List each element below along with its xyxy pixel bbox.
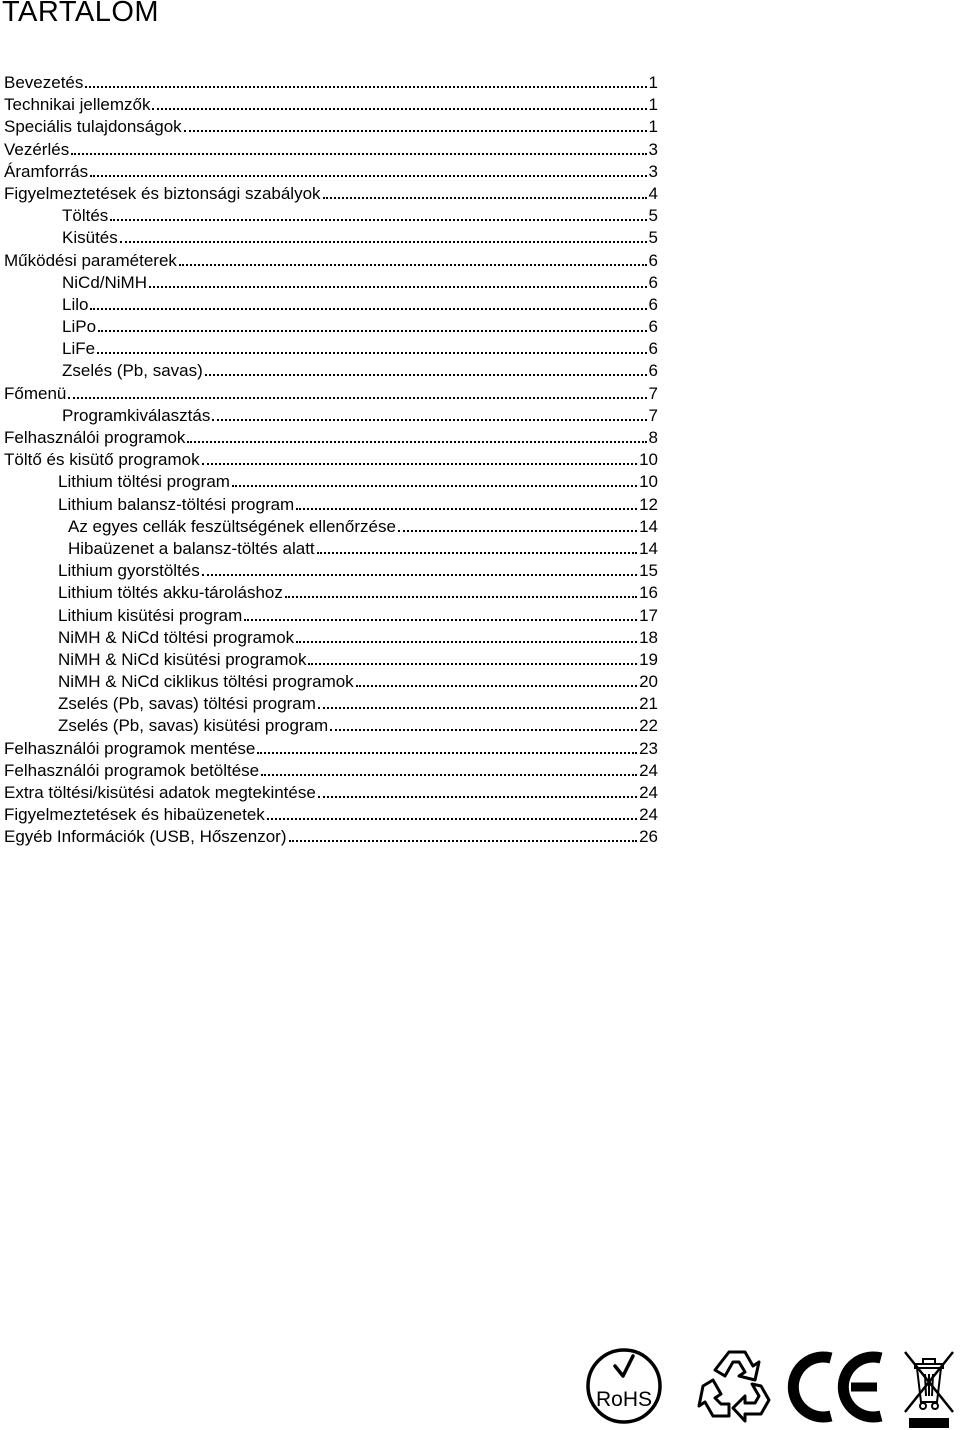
toc-entry[interactable]	[4, 338, 658, 360]
toc-entry-page: 14	[639, 516, 658, 536]
dot-leader	[152, 108, 646, 110]
toc-entry-label: Felhasználói programok	[4, 428, 186, 447]
toc-entry[interactable]	[4, 782, 658, 804]
toc-entry[interactable]	[4, 605, 658, 627]
rohs-icon	[585, 1346, 663, 1426]
toc-entry-label: Programkiválasztás	[62, 405, 211, 425]
toc-entry-label: Kisütés	[62, 228, 118, 248]
toc-entry-page: 3	[648, 139, 658, 159]
toc-entry-label: NiMH & NiCd ciklikus töltési programok	[58, 672, 354, 692]
toc-entry-label: Figyelmeztetések és hibaüzenetek	[4, 805, 265, 825]
toc-entry[interactable]	[4, 205, 658, 227]
toc-entry[interactable]	[4, 693, 658, 715]
dot-leader	[289, 840, 638, 842]
toc-entry[interactable]	[4, 427, 658, 449]
toc-entry-label: Hibaüzenet a balansz-töltés alatt	[68, 538, 315, 558]
toc-entry-label: Technikai jellemzők	[4, 95, 151, 115]
toc-entry-label: NiMH & NiCd töltési programok	[58, 627, 295, 647]
toc-entry-label: Működési paraméterek	[4, 250, 177, 270]
dot-leader	[68, 397, 646, 399]
toc-entry[interactable]	[4, 760, 658, 782]
toc-entry[interactable]	[4, 538, 658, 560]
dot-leader	[205, 374, 647, 376]
toc-entry-page: 21	[639, 694, 658, 714]
toc-entry[interactable]	[4, 516, 658, 538]
dot-leader	[90, 308, 646, 310]
dot-leader	[202, 574, 637, 576]
toc-entry-label: Vezérlés	[4, 139, 70, 159]
toc-entry[interactable]	[4, 294, 658, 316]
toc-entry-page: 22	[639, 716, 658, 736]
toc-entry-label: Áramforrás	[4, 161, 89, 181]
dot-leader	[285, 596, 637, 598]
toc-entry[interactable]	[4, 715, 658, 737]
toc-entry-page: 3	[648, 161, 658, 181]
toc-entry-label: Zselés (Pb, savas) kisütési program	[58, 716, 329, 736]
toc-entry-label: Egyéb Információk (USB, Hőszenzor)	[4, 827, 287, 847]
toc-entry[interactable]	[4, 738, 658, 760]
toc-entry-page: 8	[648, 428, 658, 447]
toc-entry[interactable]	[4, 183, 658, 205]
toc-entry-page: 26	[639, 827, 658, 847]
toc-entry-label: Főmenü	[4, 383, 67, 403]
toc-entry[interactable]	[4, 471, 658, 493]
dot-leader	[308, 663, 637, 665]
toc-entry-label: Lilo	[62, 294, 89, 314]
toc-entry[interactable]	[4, 272, 658, 294]
toc-entry[interactable]	[4, 826, 658, 848]
table-of-contents	[4, 72, 658, 849]
dot-leader	[330, 729, 637, 731]
dot-leader	[90, 175, 646, 177]
toc-entry-page: 7	[648, 405, 658, 425]
toc-entry-page: 24	[639, 760, 658, 780]
toc-entry-label: Az egyes cellák feszültségének ellenőrzése	[68, 516, 396, 536]
dot-leader	[85, 86, 646, 88]
toc-entry-page: 15	[639, 561, 658, 581]
toc-entry-page: 4	[648, 183, 658, 203]
toc-entry-label: Bevezetés	[4, 73, 84, 92]
toc-entry[interactable]	[4, 139, 658, 161]
dot-leader	[317, 552, 637, 554]
dot-leader	[244, 619, 637, 621]
toc-entry-page: 1	[648, 117, 658, 137]
toc-entry-page: 14	[639, 538, 658, 558]
crossed-bin-icon	[901, 1346, 957, 1430]
toc-entry-label: Felhasználói programok mentése	[4, 738, 256, 758]
toc-entry[interactable]	[4, 582, 658, 604]
toc-entry[interactable]	[4, 161, 658, 183]
toc-entry-label: Töltés	[62, 206, 109, 226]
dot-leader	[179, 264, 647, 266]
dot-leader	[257, 752, 637, 754]
toc-entry-page: 1	[648, 95, 658, 115]
dot-leader	[318, 796, 637, 798]
toc-entry[interactable]	[4, 627, 658, 649]
toc-entry-page: 19	[639, 649, 658, 669]
toc-entry[interactable]	[4, 250, 658, 272]
toc-entry-label: NiMH & NiCd kisütési programok	[58, 649, 307, 669]
toc-entry-page: 7	[648, 383, 658, 403]
toc-entry[interactable]	[4, 649, 658, 671]
toc-entry-page: 5	[648, 206, 658, 226]
toc-entry-label: Extra töltési/kisütési adatok megtekintése	[4, 783, 316, 802]
toc-entry-page: 16	[639, 583, 658, 603]
toc-entry-page: 6	[648, 294, 658, 314]
toc-entry-page: 5	[648, 228, 658, 248]
toc-entry-label: NiCd/NiMH	[62, 272, 147, 292]
ce-mark-icon	[785, 1346, 889, 1426]
toc-entry-page: 24	[639, 805, 658, 825]
toc-entry[interactable]	[4, 94, 658, 116]
dot-leader	[398, 530, 637, 532]
dot-leader	[98, 330, 647, 332]
toc-entry-label: LiFe	[62, 339, 96, 359]
toc-entry-page: 17	[639, 605, 658, 625]
dot-leader	[71, 153, 646, 155]
toc-entry[interactable]	[4, 560, 658, 582]
toc-entry[interactable]	[4, 360, 658, 382]
certification-logos	[585, 1346, 957, 1430]
toc-entry-page: 6	[648, 250, 658, 270]
toc-entry[interactable]	[4, 116, 658, 138]
toc-entry[interactable]	[4, 494, 658, 516]
toc-entry[interactable]	[4, 804, 658, 826]
page-title: TARTALOM	[2, 0, 160, 28]
toc-entry-label: Lithium gyorstöltés	[58, 561, 200, 581]
toc-entry-label: Töltő és kisütő programok	[4, 450, 200, 470]
toc-entry[interactable]	[4, 72, 658, 94]
toc-entry-label: Zselés (Pb, savas) töltési program	[58, 694, 316, 714]
toc-entry[interactable]	[4, 671, 658, 693]
recycle-icon	[695, 1346, 779, 1426]
dot-leader	[296, 508, 637, 510]
dot-leader	[202, 463, 637, 465]
toc-entry-page: 10	[639, 472, 658, 492]
dot-leader	[318, 707, 637, 709]
toc-entry-page: 1	[648, 73, 658, 92]
toc-entry-label: Lithium balansz-töltési program	[58, 494, 295, 514]
toc-entry-label: Figyelmeztetések és biztonsági szabályok	[4, 183, 321, 203]
toc-entry-label: Lithium töltési program	[58, 472, 230, 492]
toc-entry[interactable]	[4, 227, 658, 249]
dot-leader	[232, 485, 637, 487]
toc-entry[interactable]	[4, 383, 658, 405]
toc-entry[interactable]	[4, 405, 658, 427]
toc-entry-page: 18	[639, 627, 658, 647]
toc-entry-label: LiPo	[62, 317, 97, 337]
toc-entry-label: Zselés (Pb, savas)	[62, 361, 203, 381]
dot-leader	[356, 685, 637, 687]
toc-entry[interactable]	[4, 449, 658, 471]
toc-entry-label: Lithium töltés akku-tároláshoz	[58, 583, 283, 603]
dot-leader	[296, 641, 637, 643]
dot-leader	[261, 774, 637, 776]
toc-entry-page: 6	[648, 272, 658, 292]
toc-entry-page: 24	[639, 783, 658, 802]
dot-leader	[97, 352, 646, 354]
toc-entry-label: Lithium kisütési program	[58, 605, 243, 625]
rohs-text: RoHS	[595, 1388, 653, 1411]
dot-leader	[187, 441, 646, 443]
toc-entry-page: 6	[648, 361, 658, 381]
dot-leader	[110, 219, 646, 221]
dot-leader	[212, 419, 646, 421]
toc-entry-page: 20	[639, 672, 658, 692]
dot-leader	[149, 286, 647, 288]
toc-entry-page: 10	[639, 450, 658, 470]
dot-leader	[323, 197, 647, 199]
dot-leader	[120, 241, 647, 243]
toc-entry-page: 6	[648, 317, 658, 337]
toc-entry-page: 6	[648, 339, 658, 359]
dot-leader	[184, 130, 647, 132]
dot-leader	[267, 818, 637, 820]
toc-entry-page: 23	[639, 738, 658, 758]
toc-entry-page: 12	[639, 494, 658, 514]
toc-entry[interactable]	[4, 316, 658, 338]
toc-entry-label: Felhasználói programok betöltése	[4, 760, 260, 780]
toc-entry-label: Speciális tulajdonságok	[4, 117, 182, 137]
